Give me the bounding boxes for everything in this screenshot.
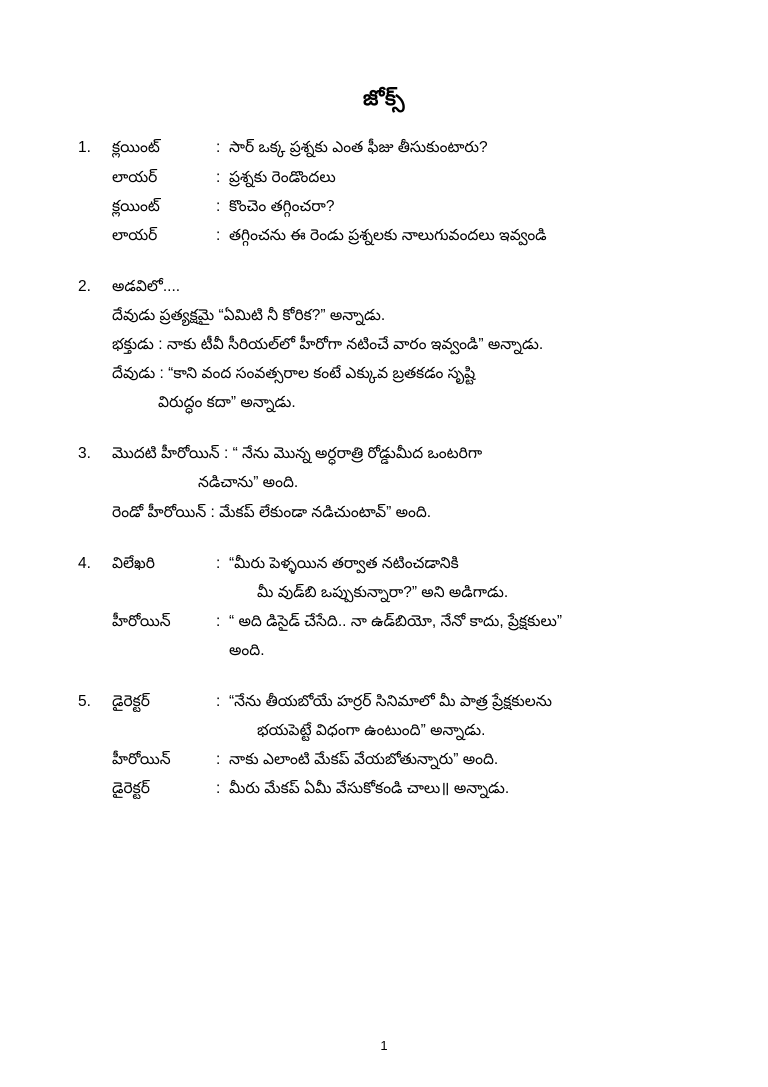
joke-line: [78, 441, 690, 466]
joke-colon: :: [216, 168, 221, 186]
joke-line: [78, 165, 690, 190]
joke-line: [78, 135, 690, 160]
joke-text: సార్ ఒక్క ప్రశ్నకు ఎంత ఫీజు తీసుకుంటారు?: [229, 139, 488, 157]
joke-line: [78, 580, 690, 605]
page-number: 1: [380, 1038, 388, 1053]
joke-text: అడవిలో....: [112, 277, 181, 295]
joke-line: [78, 718, 690, 743]
joke-text: భయపెట్టే విధంగా ఉంటుంది” అన్నాడు.: [257, 722, 486, 740]
joke-text: కొంచెం తగ్గించరా?: [229, 197, 335, 215]
joke-number: 4.: [78, 554, 91, 572]
joke-text: విరుద్ధం కదా” అన్నాడు.: [158, 394, 296, 412]
joke-number: 3.: [78, 445, 91, 463]
joke-line: [78, 470, 690, 495]
joke-text: భక్తుడు : నాకు టీవీ సీరియల్‌లో హీరోగా నటించే వారం ఇవ్వండి” అన్నాడు.: [112, 336, 544, 354]
joke-text: దేవుడు : “కాని వంద సంవత్సరాల కంటే ఎక్కువ బ్రతకడం సృష్టి: [112, 365, 476, 383]
joke-text: మీరు మేకప్ ఏమీ వేసుకోకండి చాలు॥ అన్నాడు.: [229, 780, 510, 798]
joke-line: [78, 747, 690, 772]
joke-speaker: విలేఖరి: [112, 554, 155, 572]
joke-number: 5.: [78, 693, 91, 711]
joke-text: తగ్గించను ఈ రెండు ప్రశ్నలకు నాలుగువందలు ఇవ్వండి: [229, 226, 547, 244]
joke-block: [78, 551, 690, 663]
joke-line: [78, 776, 690, 801]
joke-speaker: లాయర్: [112, 226, 158, 244]
joke-block: [78, 441, 690, 524]
joke-line: [78, 223, 690, 248]
joke-speaker: లాయర్: [112, 168, 158, 186]
joke-colon: :: [216, 554, 221, 572]
joke-line: [78, 638, 690, 663]
joke-colon: :: [216, 693, 221, 711]
joke-speaker: డైరెక్టర్: [112, 780, 150, 798]
jokes-container: [78, 135, 690, 801]
joke-text: నాకు ఎలాంటి మేకప్ వేయబోతున్నారు” అంది.: [229, 751, 499, 769]
joke-speaker: హీరోయిన్: [112, 751, 171, 769]
joke-block: [78, 274, 690, 416]
joke-line: [78, 689, 690, 714]
joke-text: అంది.: [229, 642, 265, 660]
joke-text: “ అది డిసైడ్ చేసేది.. నా ఉడ్‌బియో, నేనో కాదు, ప్రేక్షకులు”: [229, 612, 563, 630]
joke-text: మీ వుడ్‌బి ఒప్పుకున్నారా?” అని అడిగాడు.: [257, 583, 509, 601]
joke-colon: :: [216, 226, 221, 244]
joke-colon: :: [216, 139, 221, 157]
joke-line: [78, 551, 690, 576]
joke-line: [78, 332, 690, 357]
joke-speaker: హీరోయిన్: [112, 612, 171, 630]
joke-line: [78, 500, 690, 525]
joke-colon: :: [216, 751, 221, 769]
joke-colon: :: [216, 197, 221, 215]
joke-line: [78, 361, 690, 386]
joke-speaker: క్లయింట్: [112, 197, 160, 215]
page-title: జోక్స్: [363, 87, 405, 110]
joke-line: [78, 303, 690, 328]
joke-text: రెండో హీరోయిన్ : మేకప్ లేకుండా నడిచుంటావ్” అంది.: [112, 503, 432, 521]
joke-number: 1.: [78, 139, 91, 157]
joke-line: [78, 194, 690, 219]
joke-line: [78, 390, 690, 415]
joke-colon: :: [216, 612, 221, 630]
joke-text: “మీరు పెళ్ళయిన తర్వాత నటించడానికి: [229, 554, 459, 572]
joke-block: [78, 135, 690, 247]
joke-colon: :: [216, 780, 221, 798]
joke-speaker: క్లయింట్: [112, 139, 160, 157]
joke-block: [78, 689, 690, 801]
joke-line: [78, 274, 690, 299]
joke-text: “నేను తీయబోయే హర్రర్ సినిమాలో మీ పాత్ర ప్రేక్షకులను: [229, 693, 552, 711]
joke-line: [78, 609, 690, 634]
joke-text: నడిచాను” అంది.: [198, 474, 299, 492]
joke-text: మొదటి హీరోయిన్ : “ నేను మొన్న అర్ధరాత్రి రోడ్డుమీద ఒంటరిగా: [112, 445, 483, 463]
joke-number: 2.: [78, 277, 91, 295]
joke-speaker: డైరెక్టర్: [112, 693, 150, 711]
joke-text: దేవుడు ప్రత్యక్షమై “ఏమిటి నీ కోరిక?” అన్నాడు.: [112, 306, 386, 324]
joke-text: ప్రశ్నకు రెండొందలు: [229, 168, 336, 186]
